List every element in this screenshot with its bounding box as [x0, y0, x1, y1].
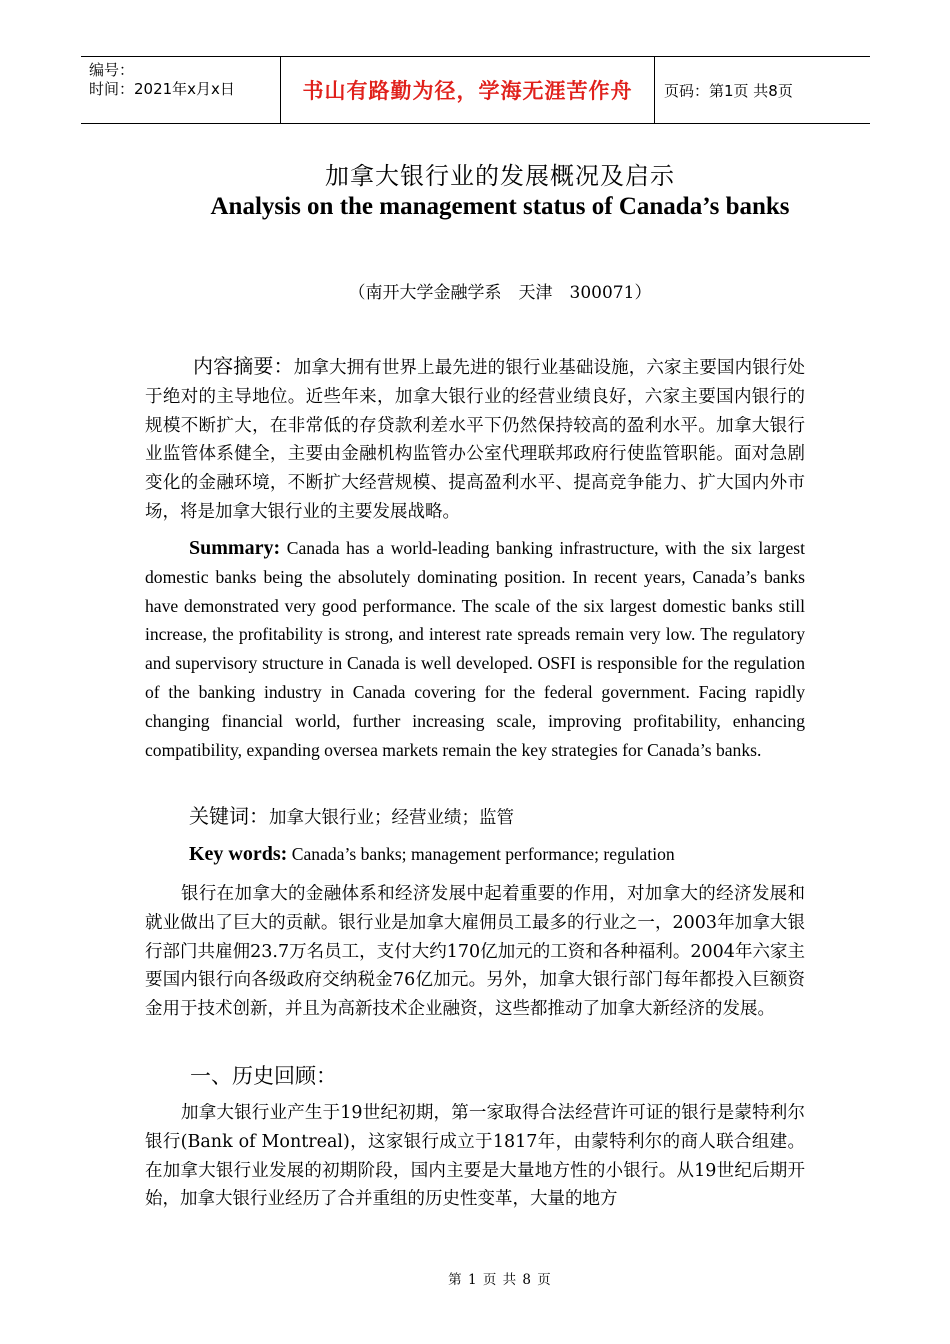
- header-meta-cell: [81, 57, 281, 123]
- abstract-english: [145, 534, 805, 764]
- abstract-cn-label: 内容摘要：: [193, 354, 294, 378]
- keywords-en-text: Canada’s banks; management performance; regulation: [287, 844, 675, 864]
- abstract-en-text: Canada has a world-leading banking infrastructure, with the six largest domestic banks being the absolutely dominating position. In recent years, Canada’s banks have demonstrated very good performance. The scale of the six largest domestic banks still increase, the profitability is strong, and interest rate spreads remain very low. The regulatory and supervisory structure in Canada is well developed. OSFI is responsible for the regulation of the banking industry in Canada covering for the federal government. Facing rapidly changing financial world, further increasing scale, improving profitability, enhancing compatibility, expanding oversea markets remain the key strategies for Canada’s banks.: [145, 538, 805, 760]
- title-english: Analysis on the management status of Canada’s banks: [210, 193, 790, 220]
- page-header: [81, 56, 870, 124]
- keywords-cn-text: 加拿大银行业；经营业绩；监管: [269, 808, 514, 828]
- abstract-chinese: [145, 352, 805, 527]
- abstract-cn-text: 加拿大拥有世界上最先进的银行业基础设施，六家主要国内银行处于绝对的主导地位。近些年来，加拿大银行业的经营业绩良好，六家主要国内银行的规模不断扩大，在非常低的存贷款利差水平下仍然保持较高的盈利水平。加拿大银行业监管体系健全，主要由金融机构监管办公室代理联邦政府行使监管职能。面对急剧变化的金融环境，不断扩大经营规模、提高盈利水平、提高竞争能力、扩大国内外市场，将是加拿大银行业的主要发展战略。: [145, 358, 806, 522]
- header-page-info: 页码：第1页 共8页: [664, 81, 793, 100]
- document-time-label: 时间：2021年x月x日: [89, 80, 235, 98]
- abstract-en-label: Summary:: [189, 537, 281, 559]
- title-chinese: 加拿大银行业的发展概况及启示: [325, 162, 675, 190]
- page-footer: 第 1 页 共 8 页: [448, 1272, 552, 1288]
- intro-paragraph: 银行在加拿大的金融体系和经济发展中起着重要的作用，对加拿大的经济发展和就业做出了巨大的贡献。银行业是加拿大雇佣员工最多的行业之一，2003年加拿大银行部门共雇佣23.7万名员工，支付大约170亿加元的工资和各种福利。2004年六家主要国内银行向各级政府交纳税金76亿加元。另外，加拿大银行部门每年都投入巨额资金用于技术创新，并且为高新技术企业融资，这些都推动了加拿大新经济的发展。: [145, 884, 805, 1020]
- keywords-chinese: [145, 802, 805, 833]
- author-affiliation: （南开大学金融学系 天津 300071）: [348, 283, 652, 303]
- keywords-en-label: Key words:: [189, 843, 288, 865]
- section-history-body: [145, 1099, 805, 1214]
- document-number-label: 编号：: [89, 61, 135, 79]
- section-paragraph: 加拿大银行业产生于19世纪初期，第一家取得合法经营许可证的银行是蒙特利尔银行(Bank of Montreal)，这家银行成立于1817年，由蒙特利尔的商人联合组建。在加拿大银行业发展的初期阶段，国内主要是大量地方性的小银行。从19世纪后期开始，加拿大银行业经历了合并重组的历史性变革，大量的地方: [145, 1103, 805, 1210]
- keywords-cn-label: 关键词：: [189, 804, 269, 828]
- keywords-english: [145, 840, 805, 869]
- section-heading: 一、历史回顾：: [190, 1064, 337, 1088]
- intro-paragraph-block: [145, 880, 805, 1024]
- section-history: [145, 1060, 805, 1090]
- header-motto: 书山有路勤为径，学海无涯苦作舟: [281, 57, 655, 123]
